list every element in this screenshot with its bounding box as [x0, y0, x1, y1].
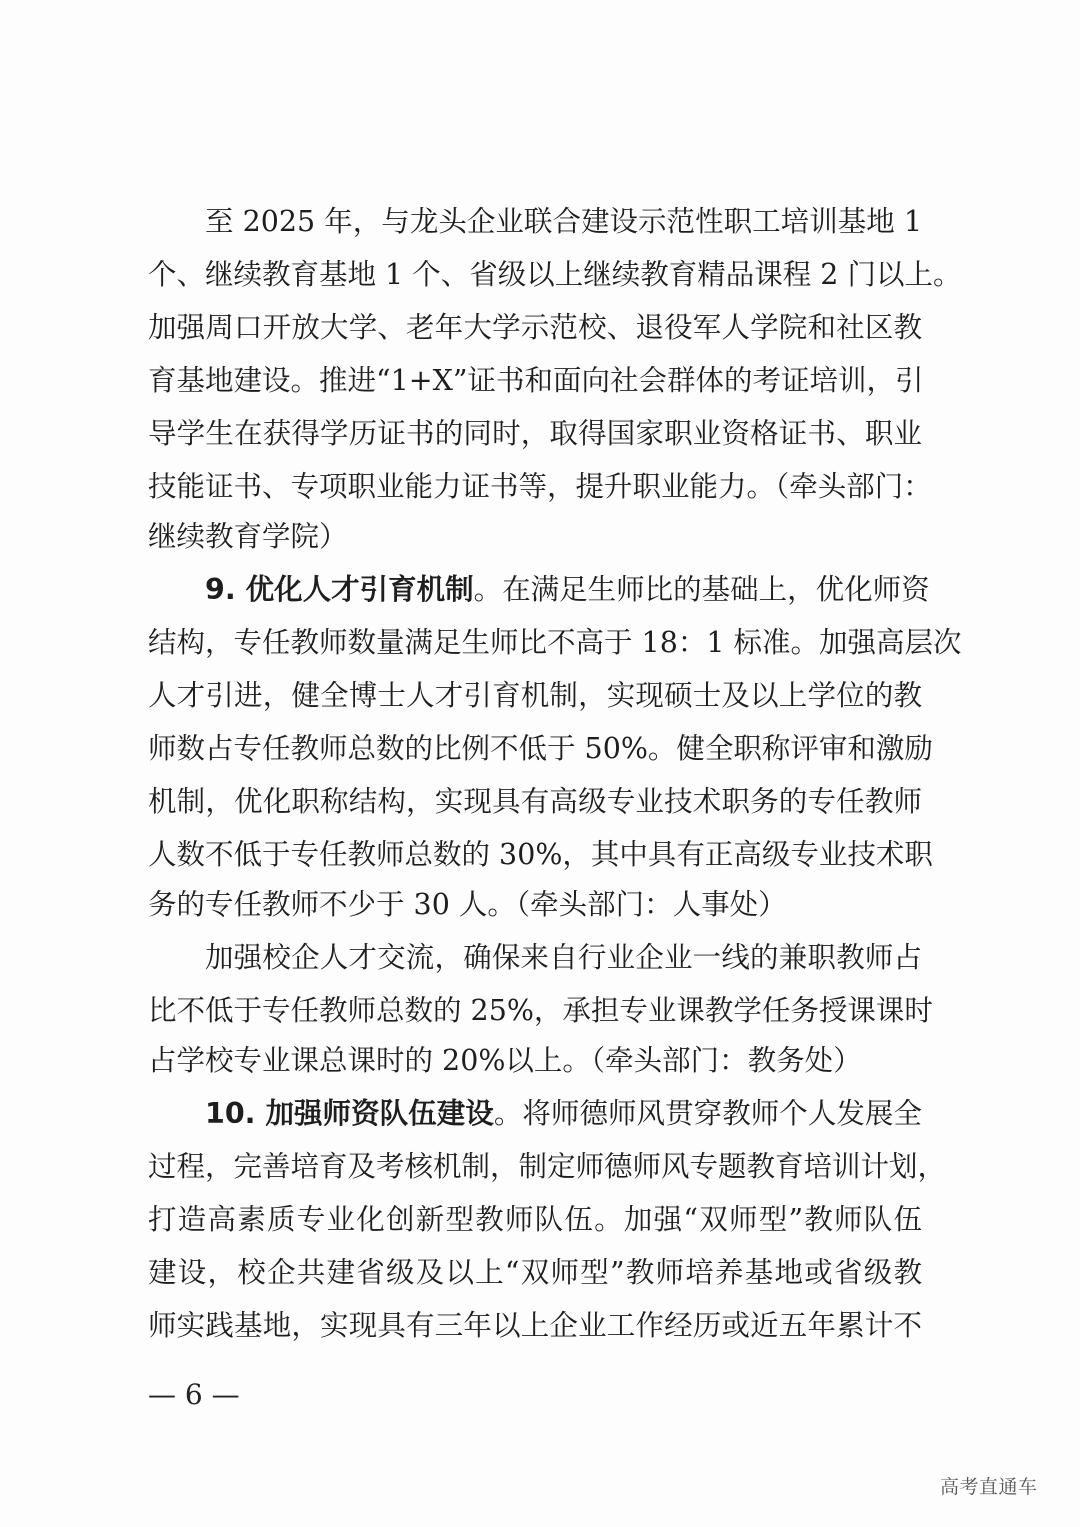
text-line: 打造高素质专业化创新型教师队伍。加强“双师型”教师队伍 [148, 1203, 922, 1236]
text-line: 育基地建设。推进“1+X”证书和面向社会群体的考证培训，引 [148, 364, 924, 397]
section-9-first-line [205, 570, 930, 610]
text-span: 。在满足生师比的基础上，优化师资 [473, 573, 930, 606]
text-line: 结构，专任教师数量满足生师比不高于 18：1 标准。加强高层次 [148, 626, 962, 659]
text-line: 个、继续教育基地 1 个、省级以上继续教育精品课程 2 门以上。 [148, 258, 962, 291]
section-10-first-line [205, 1094, 922, 1134]
section-heading-9: 9. 优化人才引育机制 [205, 573, 474, 606]
text-line: 技能证书、专项职业能力证书等，提升职业能力。（牵头部门： [148, 470, 932, 503]
watermark: 高考直通车 [940, 1476, 1038, 1498]
text-line: 占学校专业课总课时的 20%以上。（牵头部门：教务处） [148, 1044, 862, 1077]
text-line: 导学生在获得学历证书的同时，取得国家职业资格证书、职业 [148, 417, 922, 450]
text-line: 人数不低于专任教师总数的 30%，其中具有正高级专业技术职 [148, 838, 933, 871]
text-line: 务的专任教师不少于 30 人。（牵头部门：人事处） [148, 888, 787, 921]
text-line: 师数占专任教师总数的比例不低于 50%。健全职称评审和激励 [148, 732, 933, 765]
text-line: 机制，优化职称结构，实现具有高级专业技术职务的专任教师 [148, 785, 922, 818]
text-line: 人才引进，健全博士人才引育机制，实现硕士及以上学位的教 [148, 679, 922, 712]
text-line: 加强校企人才交流，确保来自行业企业一线的兼职教师占 [205, 941, 922, 974]
section-heading-10: 10. 加强师资队伍建设 [205, 1097, 494, 1130]
text-line: 继续教育学院） [148, 520, 348, 553]
text-line: 建设，校企共建省级及以上“双师型”教师培养基地或省级教 [148, 1256, 922, 1289]
text-span: 。将师德师风贯穿教师个人发展全 [493, 1097, 922, 1130]
text-line: 比不低于专任教师总数的 25%，承担专业课教学任务授课课时 [148, 994, 933, 1027]
text-line: 加强周口开放大学、老年大学示范校、退役军人学院和社区教 [148, 311, 922, 344]
text-line: 至 2025 年，与龙头企业联合建设示范性职工培训基地 1 [205, 205, 922, 238]
page-number: — 6 — [148, 1378, 240, 1411]
text-line: 过程，完善培育及考核机制，制定师德师风专题教育培训计划， [148, 1150, 947, 1183]
text-line: 师实践基地，实现具有三年以上企业工作经历或近五年累计不 [148, 1309, 922, 1342]
